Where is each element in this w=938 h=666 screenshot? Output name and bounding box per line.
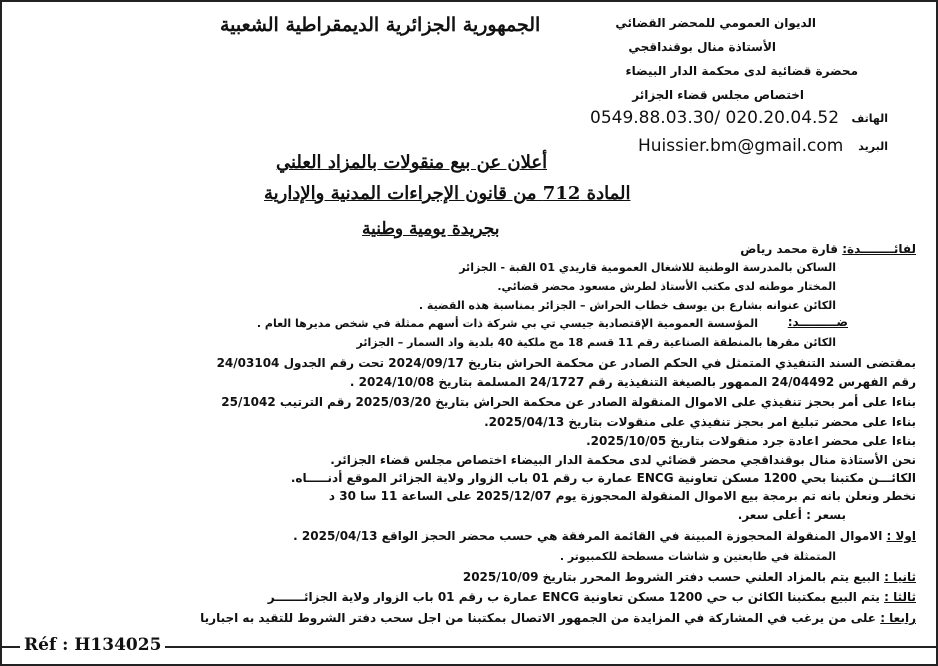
body-line-6: نحن الأستاذة منال بوقنداقجي محضر قضائي لدى محكمة الدار البيضاء اختصاص مجلس قضاء الجزائر. bbox=[330, 453, 916, 467]
item-1-line-2: المتمثلة في طابعتين و شاشات مسطحة للكمبيوتر . bbox=[559, 550, 836, 563]
plaintiff-line-3: الكائن عنوانه بشارع بن يوسف خطاب الحراش – الجزائر بمناسبة هذه القضية . bbox=[418, 299, 836, 312]
defendant-line-2: الكائن مقرها بالمنطقة الصناعية رقم 11 قسم 18 مج ملكية 40 بلدية واد السمار – الجزائر bbox=[356, 336, 836, 349]
plaintiff-line-2: المختار موطنه لدى مكتب الأستاذ لطرش مسعود محضر قضائي. bbox=[497, 280, 836, 293]
phone-number: 0549.88.03.30/ 020.20.04.52 bbox=[590, 108, 840, 128]
reference-number: Réf : H134025 bbox=[20, 635, 165, 655]
plaintiff-line-1: الساكن بالمدرسة الوطنية للاشغال العمومية قاريدي 01 القبة - الجزائر bbox=[459, 261, 836, 274]
plaintiff-label: لفائــــــــدة: bbox=[842, 242, 916, 256]
body-line-7: الكائـــن مكتبنا بحي 1200 مسكن تعاونية ENCG عمارة ب رقم 01 باب الزوار ولاية الجزائر الموقع أدنـــــاه. bbox=[290, 471, 916, 485]
article-title: المادة 712 من قانون الإجراءات المدنية والإدارية bbox=[264, 183, 631, 204]
body-line-8: نخطر ونعلن بانه تم برمجة بيع الاموال المنقولة المحجوزة يوم 2025/12/07 على الساعة 11 سا 30 د bbox=[328, 489, 916, 503]
plaintiff-name: قارة محمد رياض bbox=[740, 242, 839, 256]
newspaper-title: بجريدة يومية وطنية bbox=[362, 219, 500, 239]
office-name: الديوان العمومي للمحضر القضائي bbox=[615, 16, 816, 30]
body-line-3: بناءا على أمر بحجز تنفيذي على الاموال المنقولة الصادر عن محكمة الحراش بتاريخ 2025/03/20 رقم الترتيب 25/1042 bbox=[221, 395, 916, 409]
item-2-label: ثانيا : bbox=[884, 570, 916, 584]
item-2-line-1: البيع يتم بالمزاد العلني حسب دفتر الشروط المحرر بتاريخ 2025/10/09 bbox=[462, 570, 880, 584]
item-4-label: رابعا : bbox=[880, 611, 916, 625]
bailiff-name: الأستاذة منال بوقنداقجي bbox=[628, 40, 776, 54]
item-4 bbox=[200, 611, 916, 625]
item-4-line-1: على من يرغب في المشاركة في المزايدة من الجمهور الاتصال بمكتبنا من اجل سحب دفتر الشروط للتقيد به اجباريا bbox=[200, 611, 877, 625]
plaintiff-row bbox=[740, 242, 916, 256]
court-name: محضرة قضائية لدى محكمة الدار البيضاء bbox=[625, 64, 858, 78]
item-2 bbox=[463, 570, 916, 584]
email-label: البريد bbox=[858, 140, 888, 153]
item-3-line-1: يتم البيع بمكتبنا الكائن ب حي 1200 مسكن تعاونية ENCG عمارة ب رقم 01 باب الزوار ولاية الجزائـــــــر bbox=[267, 590, 880, 604]
item-3 bbox=[268, 590, 916, 604]
email-address[interactable]: Huissier.bm@gmail.com bbox=[638, 136, 844, 156]
defendant-line-1: المؤسسة العمومية الإقتصادية جيسي تي بي شركة ذات أسهم ممثلة في شخص مديرها العام . bbox=[256, 317, 758, 330]
body-line-2: رقم الفهرس 24/04492 الممهور بالصيغة التنفيذية رقم 24/1727 المسلمة بتاريخ 2024/10/08 . bbox=[349, 375, 916, 389]
notice-title: أعلان عن بيع منقولات بالمزاد العلني bbox=[276, 152, 548, 173]
item-3-label: ثالثا : bbox=[884, 590, 916, 604]
body-line-9: بسعر : أعلى سعر. bbox=[737, 508, 846, 522]
phone-label: الهاتف bbox=[851, 112, 888, 125]
country-title: الجمهورية الجزائرية الديمقراطية الشعبية bbox=[220, 14, 541, 36]
body-line-1: بمقتضى السند التنفيذي المتمثل في الحكم الصادر عن محكمة الحراش بتاريخ 2024/09/17 تحت رقم الجدول 24/03104 bbox=[216, 356, 916, 370]
defendant-label: ضـــــــــد: bbox=[787, 315, 848, 329]
body-line-4: بناءا على محضر تبليغ امر بحجز تنفيذي على منقولات بتاريخ 2025/04/13. bbox=[484, 415, 916, 429]
item-1-line-1: الاموال المنقولة المحجوزة المبينة في القائمة المرفقة هي حسب محضر الحجز الواقع 2025/04/13 . bbox=[293, 529, 883, 543]
jurisdiction: اختصاص مجلس قضاء الجزائر bbox=[632, 88, 804, 102]
body-line-5: بناءا على محضر اعادة جرد منقولات بتاريخ 2025/10/05. bbox=[586, 434, 916, 448]
item-1-label: اولا : bbox=[886, 529, 916, 543]
item-1 bbox=[293, 529, 916, 543]
